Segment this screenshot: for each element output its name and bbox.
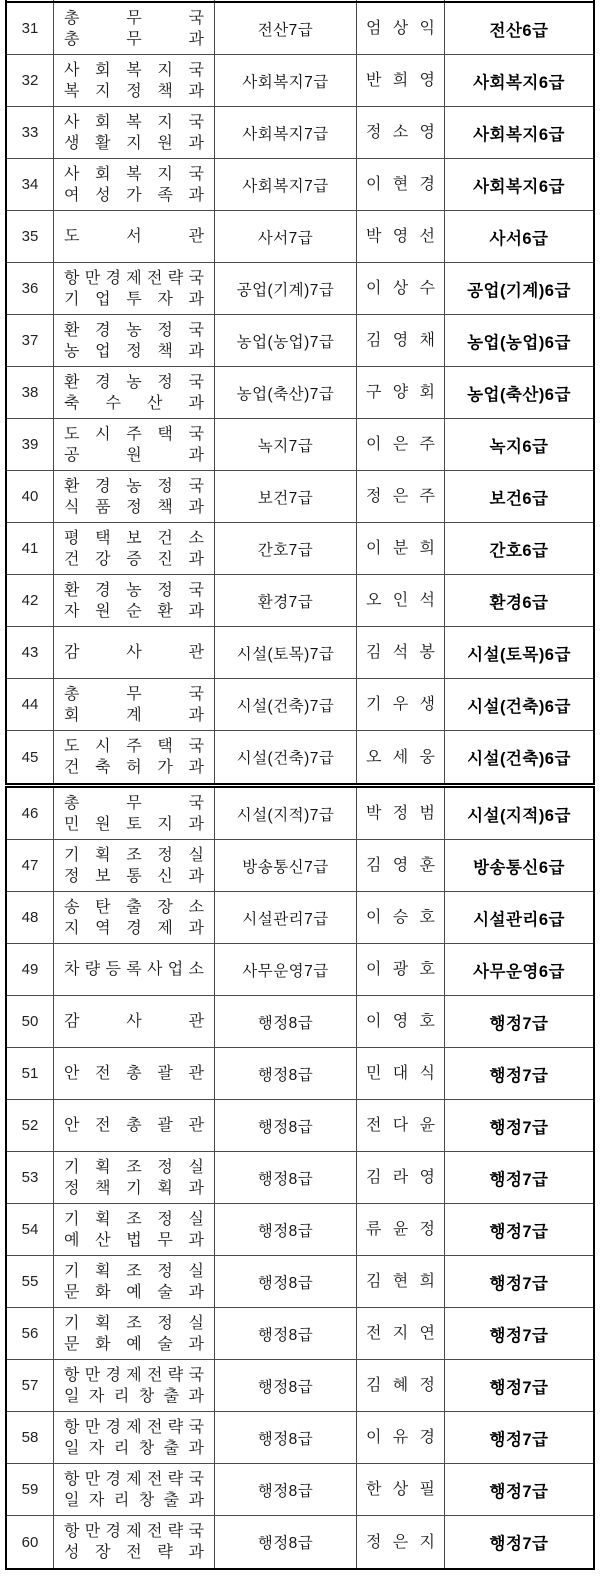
table-row [7, 840, 593, 892]
department-line: 건 축 허 가 과 [64, 759, 204, 776]
promoted-rank-cell: 시설관리6급 [445, 892, 593, 943]
current-rank-cell: 행정8급 [215, 996, 357, 1047]
row-number-cell: 34 [7, 159, 54, 210]
department-line: 공 원 과 [64, 446, 204, 464]
promoted-rank-cell: 행정7급 [445, 1256, 593, 1307]
name-text: 김 석 봉 [366, 644, 435, 661]
row-number-cell: 31 [7, 3, 54, 54]
current-rank-cell: 행정8급 [215, 1516, 357, 1568]
promotion-table-lower [5, 786, 595, 1570]
current-rank-cell: 방송통신7급 [215, 840, 357, 891]
department-cell [54, 840, 215, 891]
department-line: 생 활 지 원 과 [64, 134, 204, 152]
name-cell [357, 944, 445, 995]
row-number-cell: 32 [7, 55, 54, 106]
department-line: 사 회 복 지 국 [64, 165, 204, 183]
name-cell [357, 731, 445, 783]
department-line: 평 택 보 건 소 [64, 529, 204, 547]
department-line: 일 자 리 창 출 과 [64, 1387, 204, 1405]
row-number-cell: 43 [7, 627, 54, 678]
department-line: 건 강 증 진 과 [64, 550, 204, 568]
row-number-cell: 53 [7, 1152, 54, 1203]
table-row [7, 627, 593, 679]
promoted-rank-cell: 시설(건축)6급 [445, 731, 593, 783]
department-line: 항 만 경 제 전 략 국 [64, 1523, 204, 1540]
promoted-rank-cell: 보건6급 [445, 471, 593, 522]
department-cell [54, 1412, 215, 1463]
table-row [7, 788, 593, 840]
table-row [7, 367, 593, 419]
promoted-rank-cell: 행정7급 [445, 1204, 593, 1255]
table-row [7, 55, 593, 107]
row-number-cell: 55 [7, 1256, 54, 1307]
current-rank-cell: 사회복지7급 [215, 107, 357, 158]
name-cell [357, 679, 445, 730]
promoted-rank-cell: 행정7급 [445, 1412, 593, 1463]
name-text: 이 승 호 [366, 909, 435, 926]
current-rank-cell: 행정8급 [215, 1464, 357, 1515]
table-row [7, 1412, 593, 1464]
name-cell [357, 840, 445, 891]
department-line: 안 전 총 괄 관 [64, 1117, 204, 1134]
name-cell [357, 575, 445, 626]
promoted-rank-cell: 사회복지6급 [445, 107, 593, 158]
name-text: 민 대 식 [366, 1065, 435, 1082]
table-row [7, 892, 593, 944]
department-line: 복 지 정 책 과 [64, 82, 204, 100]
current-rank-cell: 행정8급 [215, 1412, 357, 1463]
name-cell [357, 3, 445, 54]
promoted-rank-cell: 녹지6급 [445, 419, 593, 470]
department-cell [54, 1464, 215, 1515]
name-cell [357, 788, 445, 839]
table-row [7, 944, 593, 996]
department-cell [54, 1308, 215, 1359]
row-number-cell: 50 [7, 996, 54, 1047]
name-cell [357, 523, 445, 574]
department-line: 농 업 정 책 과 [64, 342, 204, 360]
current-rank-cell: 시설관리7급 [215, 892, 357, 943]
name-text: 이 분 희 [366, 540, 435, 557]
table-row [7, 575, 593, 627]
department-cell [54, 55, 215, 106]
department-line: 도 시 주 택 국 [64, 738, 204, 755]
department-line: 지 역 경 제 과 [64, 919, 204, 937]
promoted-rank-cell: 행정7급 [445, 1048, 593, 1099]
department-line: 도 시 주 택 국 [64, 425, 204, 443]
table-row [7, 107, 593, 159]
row-number-cell: 36 [7, 263, 54, 314]
row-number-cell: 33 [7, 107, 54, 158]
department-line: 항 만 경 제 전 략 국 [64, 1366, 204, 1384]
department-cell [54, 996, 215, 1047]
promoted-rank-cell: 행정7급 [445, 1308, 593, 1359]
name-cell [357, 1360, 445, 1411]
table-row [7, 211, 593, 263]
department-cell [54, 731, 215, 783]
department-line: 회 계 과 [64, 706, 204, 724]
department-line: 기 업 투 자 과 [64, 290, 204, 308]
name-cell [357, 1048, 445, 1099]
department-cell [54, 107, 215, 158]
current-rank-cell: 농업(축산)7급 [215, 367, 357, 418]
name-cell [357, 159, 445, 210]
department-line: 총 무 국 [64, 685, 204, 703]
table-row [7, 1048, 593, 1100]
table-row [7, 1204, 593, 1256]
row-number-cell: 56 [7, 1308, 54, 1359]
row-number-cell: 58 [7, 1412, 54, 1463]
department-line: 일 자 리 창 출 과 [64, 1491, 204, 1509]
promoted-rank-cell: 사무운영6급 [445, 944, 593, 995]
promoted-rank-cell: 농업(농업)6급 [445, 315, 593, 366]
name-text: 정 은 주 [366, 488, 435, 505]
table-row [7, 731, 593, 783]
current-rank-cell: 행정8급 [215, 1308, 357, 1359]
department-line: 기 획 조 정 실 [64, 1210, 204, 1228]
row-number-cell: 41 [7, 523, 54, 574]
department-cell [54, 575, 215, 626]
current-rank-cell: 공업(기계)7급 [215, 263, 357, 314]
department-cell [54, 788, 215, 839]
department-cell [54, 471, 215, 522]
name-cell [357, 367, 445, 418]
department-line: 감 사 관 [64, 1013, 204, 1030]
current-rank-cell: 행정8급 [215, 1204, 357, 1255]
current-rank-cell: 행정8급 [215, 1100, 357, 1151]
row-number-cell: 60 [7, 1516, 54, 1568]
row-number-cell: 49 [7, 944, 54, 995]
name-cell [357, 1464, 445, 1515]
name-cell [357, 1100, 445, 1151]
department-cell [54, 211, 215, 262]
row-number-cell: 52 [7, 1100, 54, 1151]
table-row [7, 3, 593, 55]
department-cell [54, 159, 215, 210]
table-row [7, 315, 593, 367]
current-rank-cell: 사회복지7급 [215, 159, 357, 210]
current-rank-cell: 간호7급 [215, 523, 357, 574]
rows-lower [7, 788, 593, 1568]
department-line: 기 획 조 정 실 [64, 1314, 204, 1332]
current-rank-cell: 행정8급 [215, 1360, 357, 1411]
name-cell [357, 1256, 445, 1307]
name-text: 이 광 호 [366, 961, 435, 978]
name-cell [357, 1204, 445, 1255]
promoted-rank-cell: 시설(지적)6급 [445, 788, 593, 839]
department-line: 성 장 전 략 과 [64, 1544, 204, 1561]
promoted-rank-cell: 시설(건축)6급 [445, 679, 593, 730]
partial-cell [215, 0, 357, 1]
name-text: 김 현 희 [366, 1273, 435, 1290]
department-cell [54, 627, 215, 678]
table-row [7, 996, 593, 1048]
promoted-rank-cell: 행정7급 [445, 1152, 593, 1203]
department-line: 여 성 가 족 과 [64, 186, 204, 204]
department-cell [54, 315, 215, 366]
department-line: 총 무 과 [64, 30, 204, 48]
rows-upper [7, 3, 593, 783]
name-text: 김 영 훈 [366, 857, 435, 874]
name-text: 이 영 호 [366, 1013, 435, 1030]
department-line: 항 만 경 제 전 략 국 [64, 1470, 204, 1488]
name-cell [357, 315, 445, 366]
promotion-table-upper [5, 0, 595, 785]
department-cell [54, 419, 215, 470]
name-text: 정 은 지 [366, 1533, 435, 1551]
current-rank-cell: 시설(건축)7급 [215, 679, 357, 730]
promoted-rank-cell: 사회복지6급 [445, 55, 593, 106]
row-number-cell: 39 [7, 419, 54, 470]
table-row [7, 1256, 593, 1308]
promoted-rank-cell: 농업(축산)6급 [445, 367, 593, 418]
department-cell [54, 892, 215, 943]
department-cell [54, 1516, 215, 1568]
table-row [7, 263, 593, 315]
row-number-cell: 44 [7, 679, 54, 730]
department-line: 총 무 국 [64, 9, 204, 27]
current-rank-cell: 시설(토목)7급 [215, 627, 357, 678]
department-line: 사 회 복 지 국 [64, 113, 204, 131]
current-rank-cell: 시설(지적)7급 [215, 788, 357, 839]
current-rank-cell: 행정8급 [215, 1152, 357, 1203]
name-cell [357, 107, 445, 158]
table-row [7, 1360, 593, 1412]
department-cell [54, 1048, 215, 1099]
name-cell [357, 1516, 445, 1568]
name-text: 전 지 연 [366, 1325, 435, 1342]
table-row [7, 471, 593, 523]
row-number-cell: 54 [7, 1204, 54, 1255]
department-cell [54, 263, 215, 314]
row-number-cell: 35 [7, 211, 54, 262]
promoted-rank-cell: 행정7급 [445, 996, 593, 1047]
department-cell [54, 1256, 215, 1307]
name-text: 정 소 영 [366, 124, 435, 141]
promoted-rank-cell: 간호6급 [445, 523, 593, 574]
partial-cell [7, 0, 54, 1]
row-number-cell: 38 [7, 367, 54, 418]
current-rank-cell: 전산7급 [215, 3, 357, 54]
name-cell [357, 263, 445, 314]
table-row [7, 523, 593, 575]
department-cell [54, 679, 215, 730]
name-text: 박 정 범 [366, 805, 435, 822]
department-line: 자 원 순 환 과 [64, 602, 204, 620]
table-row [7, 1516, 593, 1568]
department-line: 환 경 농 정 국 [64, 477, 204, 495]
row-number-cell: 57 [7, 1360, 54, 1411]
promoted-rank-cell: 행정7급 [445, 1360, 593, 1411]
name-text: 김 혜 정 [366, 1377, 435, 1394]
department-line: 안 전 총 괄 관 [64, 1065, 204, 1082]
current-rank-cell: 녹지7급 [215, 419, 357, 470]
department-cell [54, 3, 215, 54]
name-cell [357, 211, 445, 262]
name-text: 반 희 영 [366, 72, 435, 89]
department-line: 도 서 관 [64, 228, 204, 245]
department-line: 민 원 토 지 과 [64, 815, 204, 833]
department-line: 기 획 조 정 실 [64, 846, 204, 864]
department-line: 감 사 관 [64, 644, 204, 661]
promoted-rank-cell: 사회복지6급 [445, 159, 593, 210]
department-line: 식 품 정 책 과 [64, 498, 204, 516]
promoted-rank-cell: 행정7급 [445, 1516, 593, 1568]
name-cell [357, 1308, 445, 1359]
department-line: 송 탄 출 장 소 [64, 898, 204, 916]
row-number-cell: 59 [7, 1464, 54, 1515]
department-line: 문 화 예 술 과 [64, 1283, 204, 1301]
partial-cell [445, 0, 593, 1]
row-number-cell: 37 [7, 315, 54, 366]
name-cell [357, 996, 445, 1047]
department-cell [54, 367, 215, 418]
department-cell [54, 1152, 215, 1203]
name-text: 엄 상 익 [366, 20, 435, 37]
name-cell [357, 419, 445, 470]
department-cell [54, 523, 215, 574]
department-line: 문 화 예 술 과 [64, 1335, 204, 1353]
current-rank-cell: 행정8급 [215, 1048, 357, 1099]
name-text: 이 은 주 [366, 436, 435, 453]
table-row [7, 1464, 593, 1516]
name-text: 김 라 영 [366, 1169, 435, 1186]
promoted-rank-cell: 시설(토목)6급 [445, 627, 593, 678]
name-text: 전 다 윤 [366, 1117, 435, 1134]
partial-cell [54, 0, 215, 1]
name-text: 류 윤 정 [366, 1221, 435, 1238]
department-line: 축 수 산 과 [64, 394, 204, 412]
promoted-rank-cell: 방송통신6급 [445, 840, 593, 891]
current-rank-cell: 사서7급 [215, 211, 357, 262]
row-number-cell: 48 [7, 892, 54, 943]
name-cell [357, 471, 445, 522]
department-line: 일 자 리 창 출 과 [64, 1439, 204, 1457]
department-line: 기 획 조 정 실 [64, 1262, 204, 1280]
current-rank-cell: 환경7급 [215, 575, 357, 626]
name-cell [357, 627, 445, 678]
promoted-rank-cell: 행정7급 [445, 1100, 593, 1151]
table-row [7, 159, 593, 211]
department-line: 기 획 조 정 실 [64, 1158, 204, 1176]
row-number-cell: 47 [7, 840, 54, 891]
current-rank-cell: 시설(건축)7급 [215, 731, 357, 783]
department-cell [54, 1360, 215, 1411]
row-number-cell: 42 [7, 575, 54, 626]
table-row [7, 1308, 593, 1360]
department-line: 환 경 농 정 국 [64, 373, 204, 391]
table-row [7, 679, 593, 731]
name-text: 이 유 경 [366, 1429, 435, 1446]
name-cell [357, 1152, 445, 1203]
name-text: 기 우 생 [366, 696, 435, 713]
department-line: 총 무 국 [64, 794, 204, 812]
name-cell [357, 1412, 445, 1463]
department-cell [54, 1100, 215, 1151]
promoted-rank-cell: 전산6급 [445, 3, 593, 54]
partial-cell [357, 0, 445, 1]
table-row [7, 1152, 593, 1204]
current-rank-cell: 보건7급 [215, 471, 357, 522]
department-line: 정 책 기 획 과 [64, 1179, 204, 1197]
current-rank-cell: 사회복지7급 [215, 55, 357, 106]
department-line: 환 경 농 정 국 [64, 321, 204, 339]
name-text: 박 영 선 [366, 228, 435, 245]
name-text: 이 상 수 [366, 280, 435, 297]
department-line: 정 보 통 신 과 [64, 867, 204, 885]
current-rank-cell: 사무운영7급 [215, 944, 357, 995]
name-text: 구 양 회 [366, 384, 435, 401]
department-cell [54, 944, 215, 995]
name-text: 오 세 웅 [366, 748, 435, 766]
row-number-cell: 51 [7, 1048, 54, 1099]
department-line: 차 량 등 록 사 업 소 [64, 961, 204, 978]
promoted-rank-cell: 공업(기계)6급 [445, 263, 593, 314]
current-rank-cell: 행정8급 [215, 1256, 357, 1307]
department-line: 항 만 경 제 전 략 국 [64, 269, 204, 287]
row-number-cell: 45 [7, 731, 54, 783]
promoted-rank-cell: 사서6급 [445, 211, 593, 262]
name-cell [357, 892, 445, 943]
department-line: 환 경 농 정 국 [64, 581, 204, 599]
row-number-cell: 40 [7, 471, 54, 522]
table-row [7, 1100, 593, 1152]
department-line: 항 만 경 제 전 략 국 [64, 1418, 204, 1436]
name-text: 김 영 채 [366, 332, 435, 349]
department-line: 예 산 법 무 과 [64, 1231, 204, 1249]
name-text: 한 상 필 [366, 1481, 435, 1498]
name-text: 이 현 경 [366, 176, 435, 193]
name-text: 오 인 석 [366, 592, 435, 609]
department-cell [54, 1204, 215, 1255]
department-line: 사 회 복 지 국 [64, 61, 204, 79]
promoted-rank-cell: 환경6급 [445, 575, 593, 626]
current-rank-cell: 농업(농업)7급 [215, 315, 357, 366]
row-number-cell: 46 [7, 788, 54, 839]
table-row [7, 419, 593, 471]
promoted-rank-cell: 행정7급 [445, 1464, 593, 1515]
name-cell [357, 55, 445, 106]
